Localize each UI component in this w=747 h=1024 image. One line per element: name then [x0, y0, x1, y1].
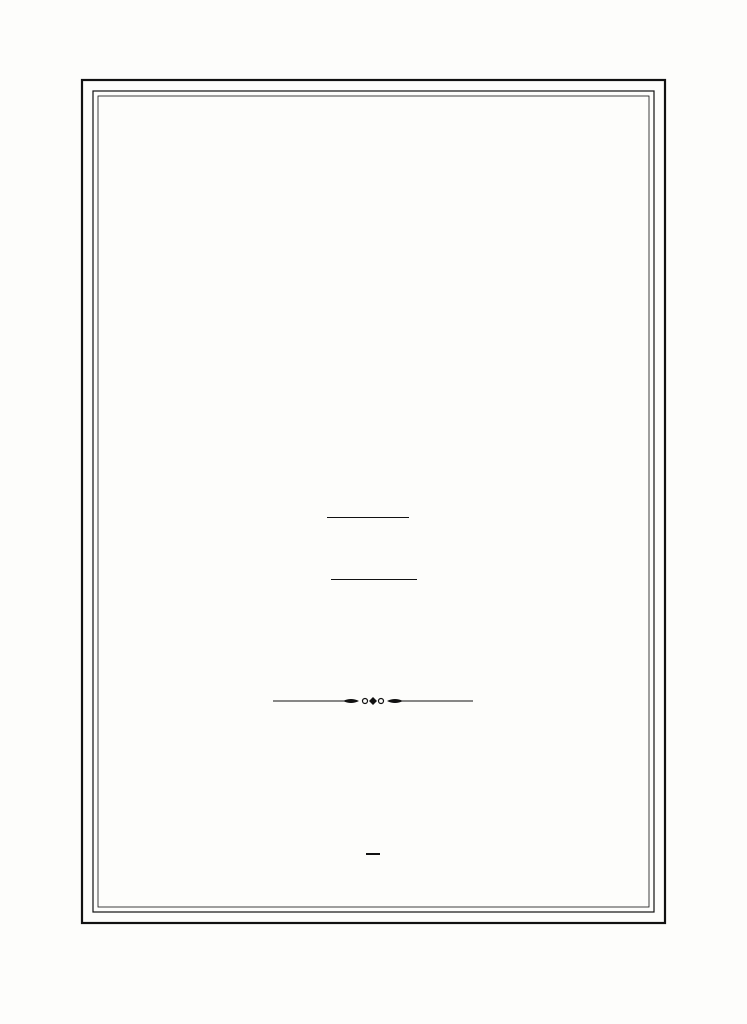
rule-2: [331, 579, 417, 580]
title-page-content: [100, 95, 648, 925]
rule-3: [366, 853, 380, 855]
ouvrage-note: [100, 536, 648, 549]
rule-1: [327, 517, 409, 518]
